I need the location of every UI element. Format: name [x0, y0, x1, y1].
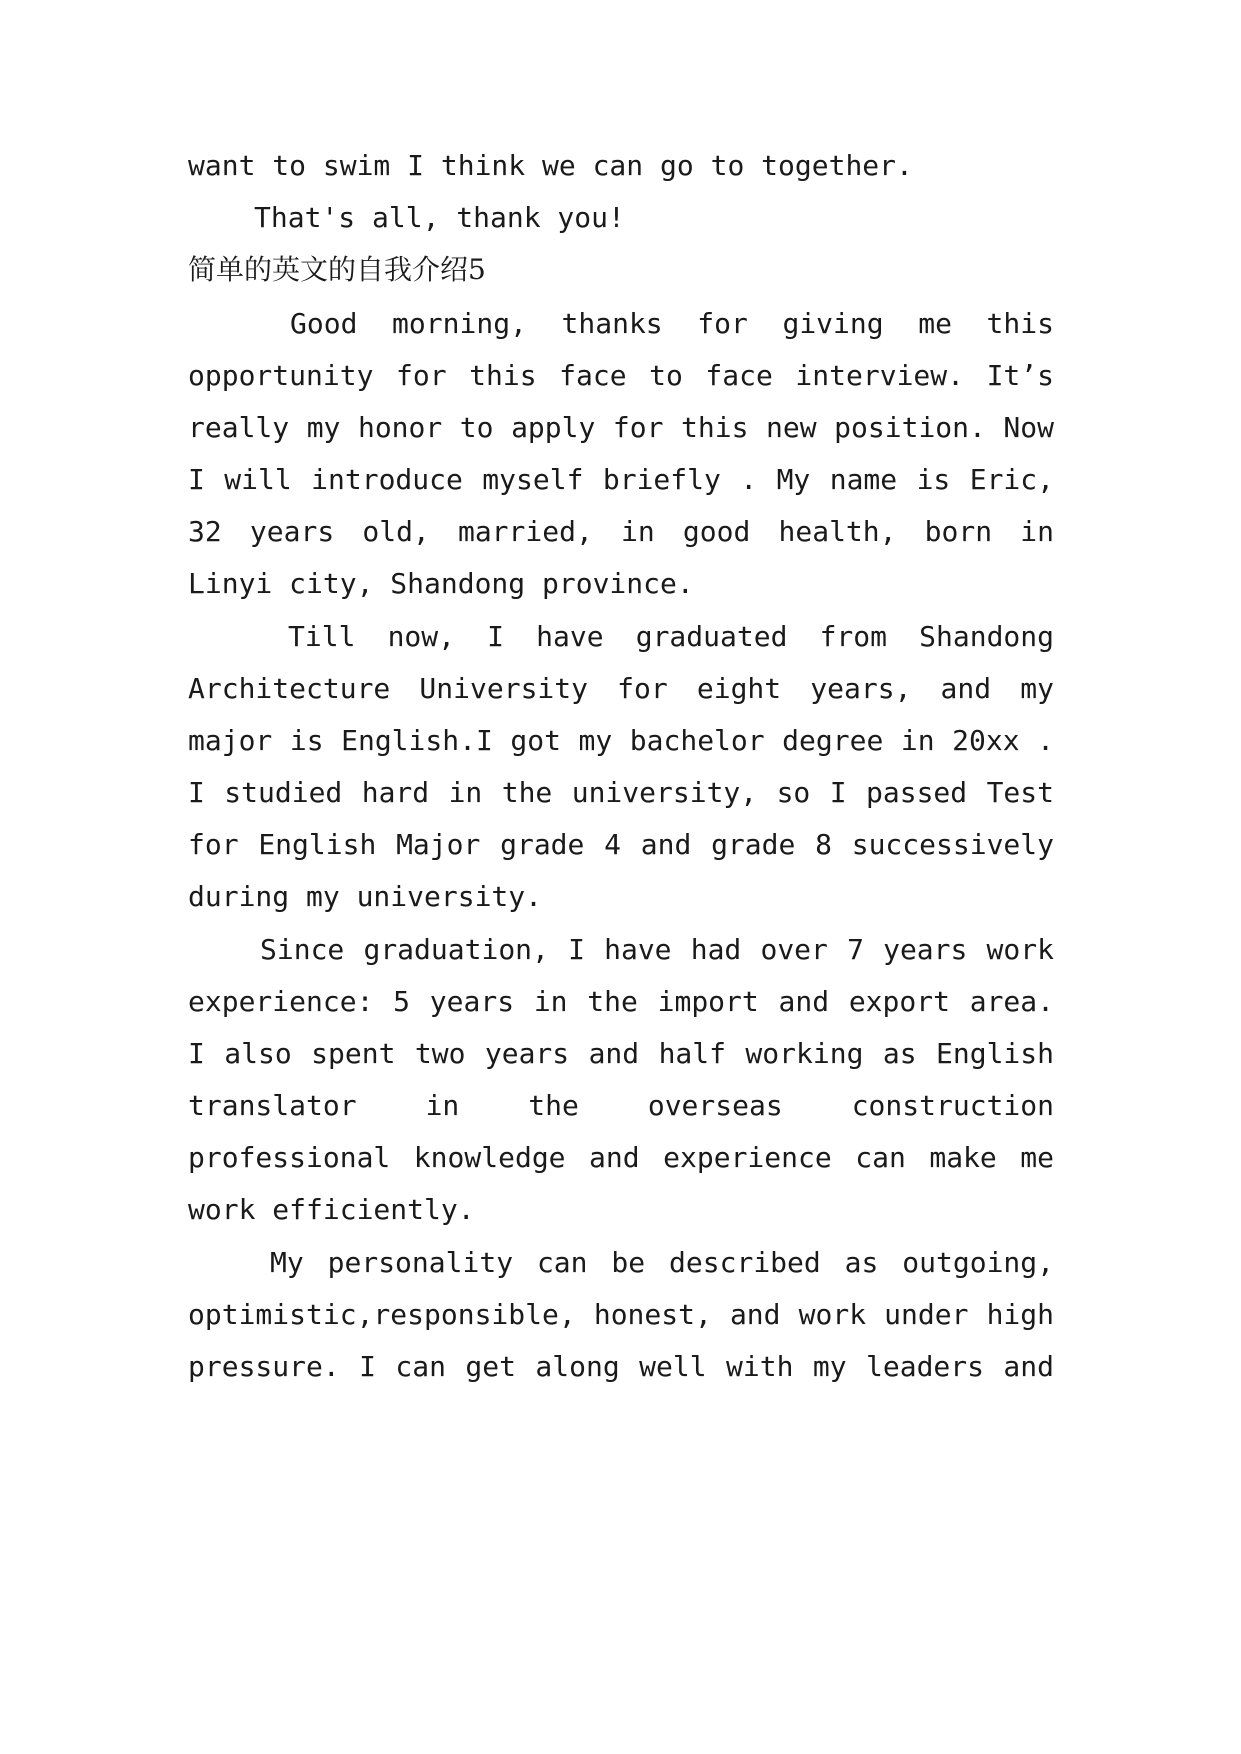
paragraph-line: Architecture University for eight years, and my — [188, 672, 1054, 705]
paragraph-line: professional knowledge and experience can make me — [188, 1141, 1054, 1174]
paragraph-line: I also spent two years and half working as English — [188, 1037, 1054, 1070]
text-line: want to swim I think we can go to together. — [188, 149, 913, 182]
paragraph-line: Linyi city, Shandong province. — [188, 567, 694, 600]
paragraph-line: Good morning, thanks for giving me this — [290, 307, 1054, 340]
paragraph-line: major is English.I got my bachelor degree in 20xx . — [188, 724, 1054, 757]
paragraph-line: work efficiently. — [188, 1193, 475, 1226]
paragraph-line: during my university. — [188, 880, 543, 913]
section-heading: 简单的英文的自我介绍5 — [188, 253, 486, 286]
paragraph-line: Till now, I have graduated from Shandong — [288, 620, 1054, 653]
paragraph-line: opportunity for this face to face interview. It’s — [188, 359, 1054, 392]
paragraph-line: for English Major grade 4 and grade 8 successively — [188, 828, 1054, 861]
paragraph-line: pressure. I can get along well with my leaders and — [188, 1350, 1054, 1383]
paragraph-line: translator in the overseas construction — [188, 1089, 1054, 1122]
paragraph-line: I will introduce myself briefly . My name is Eric, — [188, 463, 1054, 496]
paragraph-line: optimistic,responsible, honest, and work under high — [188, 1298, 1054, 1331]
paragraph-line: experience: 5 years in the import and export area. — [188, 985, 1054, 1018]
paragraph-line: 32 years old, married, in good health, born in — [188, 515, 1054, 548]
text-line: That's all, thank you! — [254, 201, 625, 234]
paragraph-line: Since graduation, I have had over 7 years work — [260, 933, 1054, 966]
paragraph-line: My personality can be described as outgoing, — [270, 1246, 1054, 1279]
paragraph-line: I studied hard in the university, so I passed Test — [188, 776, 1054, 809]
paragraph-line: really my honor to apply for this new position. Now — [188, 411, 1054, 444]
